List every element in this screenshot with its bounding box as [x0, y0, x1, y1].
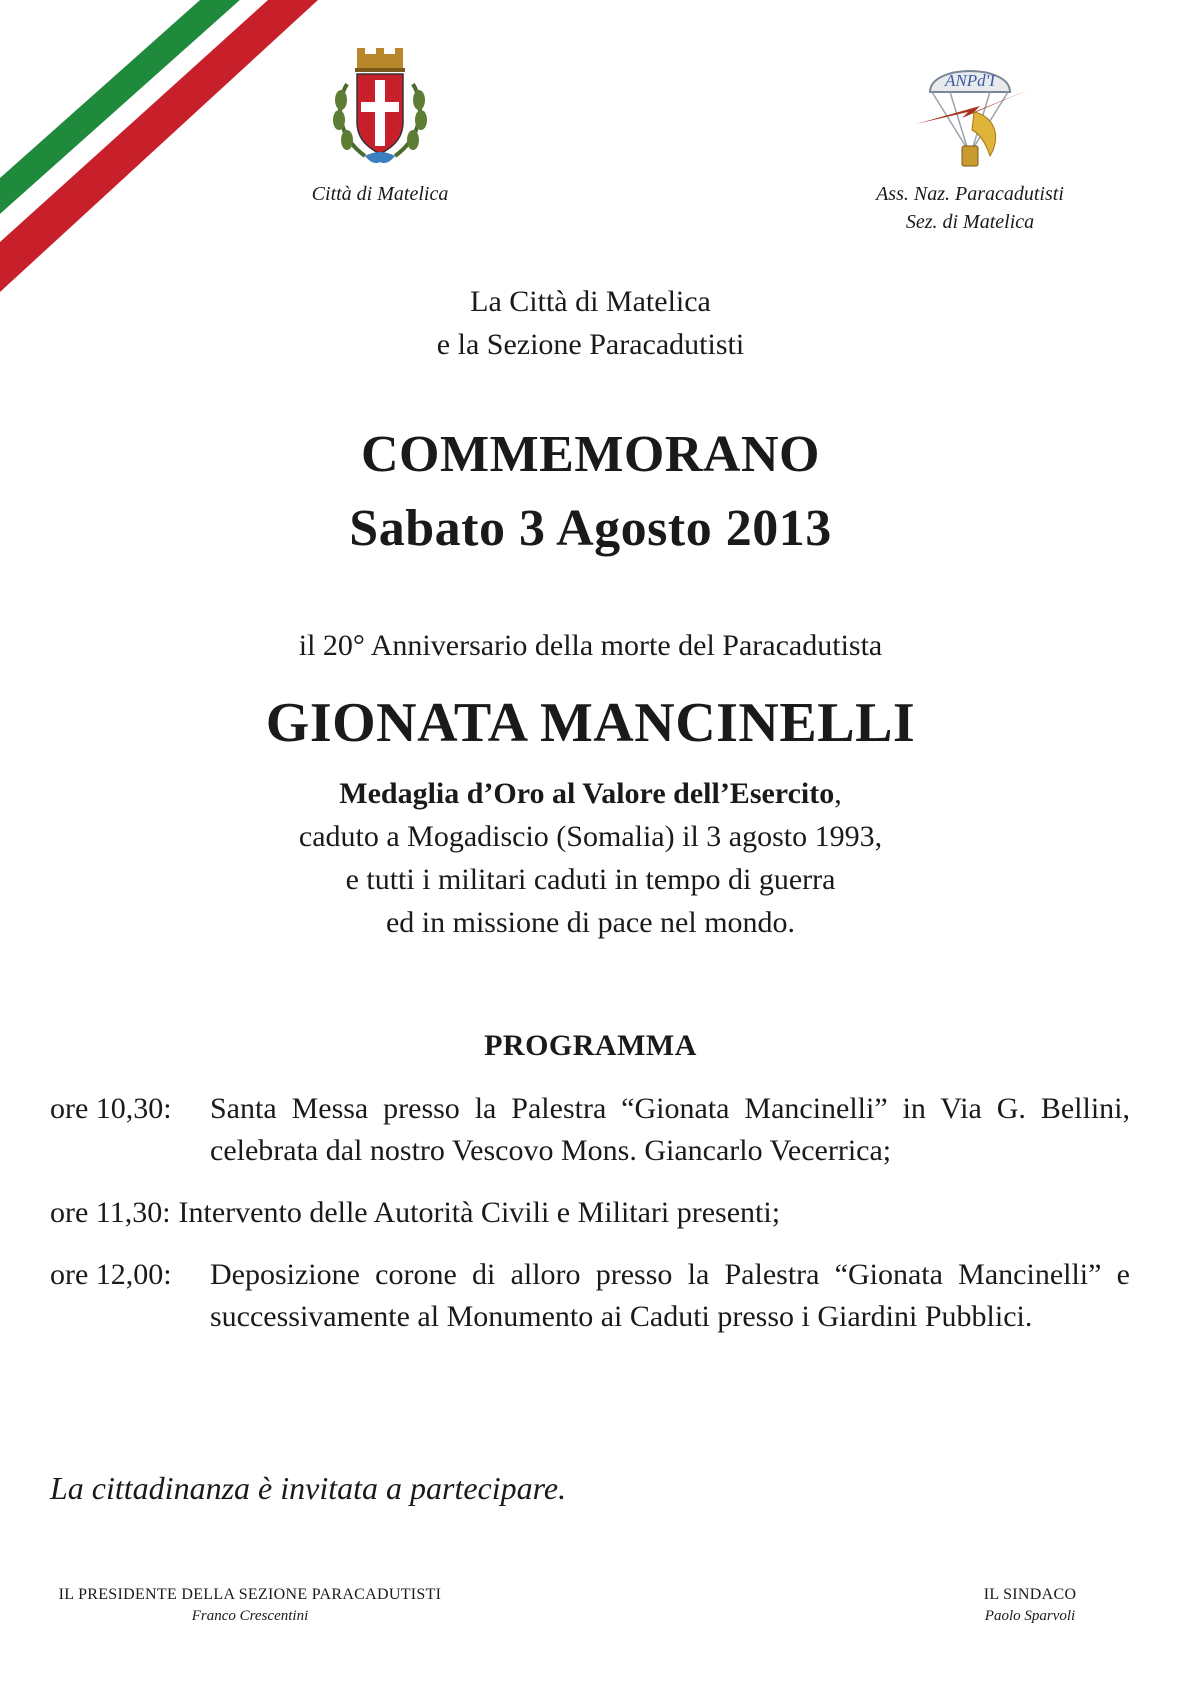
- dedication-line-2: caduto a Mogadiscio (Somalia) il 3 agosto 1993,: [298, 820, 883, 853]
- parachute-badge-icon: [910, 50, 1030, 172]
- dedication-line-3: e tutti i militari caduti in tempo di guerra: [345, 863, 836, 896]
- president-title: IL PRESIDENTE DELLA SEZIONE PARACADUTISTI: [58, 1586, 442, 1603]
- honoree-name: GIONATA MANCINELLI: [265, 692, 916, 754]
- intro-line-2: e la Sezione Paracadutisti: [436, 328, 745, 361]
- program-description: Deposizione corone di alloro presso la Palestra “Gionata Mancinelli” e successivamente al Monumento ai Caduti presso i Giardini Pubblici.: [210, 1258, 1130, 1333]
- mayor-name: Paolo Sparvoli: [984, 1608, 1076, 1624]
- signature-president: [50, 1584, 450, 1626]
- paratroopers-emblem: [840, 50, 1100, 236]
- city-coat-of-arms-icon: [325, 44, 435, 172]
- program-list: [50, 1088, 1130, 1358]
- city-emblem-caption: Città di Matelica: [311, 183, 449, 205]
- headline-date: Sabato 3 Agosto 2013: [349, 500, 832, 557]
- anniversary-text: il 20° Anniversario della morte del Paracadutista: [298, 629, 883, 662]
- program-time: ore 12,00:: [50, 1258, 172, 1291]
- program-description: Intervento delle Autorità Civili e Militari presenti;: [178, 1196, 781, 1229]
- dedication-line-4: ed in missione di pace nel mondo.: [385, 906, 796, 939]
- program-title: PROGRAMMA: [484, 1029, 697, 1062]
- paratroopers-emblem-caption: [840, 180, 1100, 236]
- intro-line-1: La Città di Matelica: [470, 285, 711, 318]
- paratroopers-caption-line1: Ass. Naz. Paracadutisti: [876, 183, 1064, 205]
- medal-comma: ,: [834, 777, 842, 810]
- program-item: [50, 1088, 1130, 1172]
- program-item: [50, 1254, 1130, 1338]
- invitation-text: La cittadinanza è invitata a partecipare.: [50, 1470, 567, 1506]
- mayor-title: IL SINDACO: [983, 1586, 1077, 1603]
- program-description: Santa Messa presso la Palestra “Gionata Mancinelli” in Via G. Bellini, celebrata dal nostro Vescovo Mons. Giancarlo Vecerrica;: [210, 1092, 1130, 1167]
- medal-title: Medaglia d’Oro al Valore dell’Esercito: [339, 777, 835, 810]
- president-name: Franco Crescentini: [191, 1608, 309, 1624]
- headline-commemorano: COMMEMORANO: [361, 426, 820, 483]
- program-time: ore 10,30:: [50, 1092, 172, 1125]
- medal-line: [0, 772, 1181, 815]
- intro: [0, 280, 1181, 366]
- city-emblem: [270, 44, 490, 208]
- anpdi-mark: ANPd'I: [945, 71, 995, 90]
- program-time: ore 11,30:: [50, 1196, 171, 1229]
- program-item: [50, 1192, 1130, 1234]
- dedication: [0, 772, 1181, 944]
- headline: [0, 418, 1181, 566]
- paratroopers-caption-line2: Sez. di Matelica: [905, 211, 1035, 233]
- signature-mayor: [920, 1584, 1140, 1626]
